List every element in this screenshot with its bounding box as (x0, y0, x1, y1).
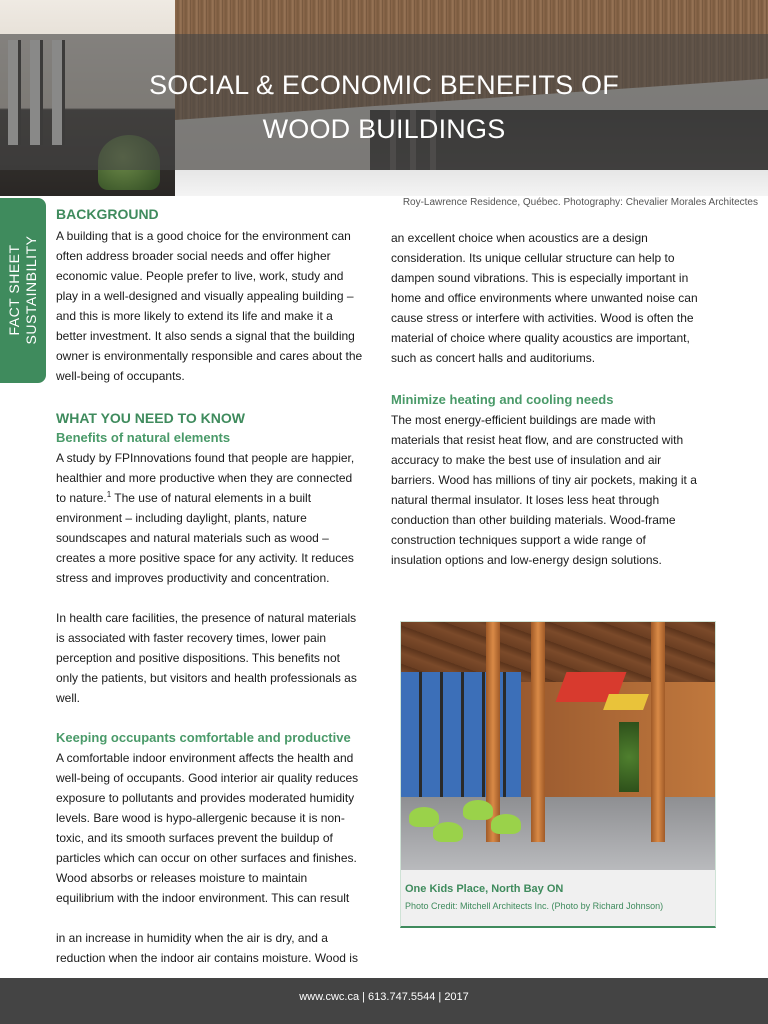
text-line: barriers. Wood has millions of tiny air pockets, making it a (391, 473, 697, 487)
chair-shape (433, 822, 463, 842)
text-line: often address broader social needs and offer higher (56, 249, 331, 263)
left-column (56, 204, 384, 968)
comfort-heading: Keeping occupants comfortable and productive (56, 730, 351, 745)
wood-column-shape (651, 622, 665, 842)
text-line: healthier and more productive when they are connected (56, 471, 353, 485)
text-line: accuracy to make the best use of insulation and air (391, 453, 662, 467)
comfort-paragraph (56, 748, 384, 908)
text-line: and this is more likely to extend its life and make it a (56, 309, 333, 323)
text-fragment: to nature. (56, 491, 107, 505)
text-line: construction techniques support a wide range of (391, 533, 646, 547)
text-line: in an increase in humidity when the air is dry, and a (56, 931, 328, 945)
text-line: Wood absorbs or releases moisture to maintain (56, 871, 308, 885)
background-paragraph (56, 226, 384, 386)
text-line: materials that resist heat flow, and are constructed with (391, 433, 684, 447)
right-column (391, 228, 721, 570)
natural-elements-heading: Benefits of natural elements (56, 430, 231, 445)
interior-photo (401, 622, 715, 870)
title-line: SOCIAL & ECONOMIC BENEFITS OF (149, 70, 619, 100)
text-line: particles which can occur on other surfaces and finishes. (56, 851, 357, 865)
spacer (56, 588, 384, 608)
text-line: well-being of occupants. Good interior air quality reduces (56, 771, 359, 785)
spacer (391, 368, 721, 390)
acoustics-paragraph (391, 228, 721, 368)
chair-shape (463, 800, 493, 820)
header-photo (0, 0, 768, 196)
snow-ground (175, 170, 768, 196)
fact-sheet-tab-label (6, 236, 40, 345)
text-line: consideration. Its unique cellular structure can help to (391, 251, 675, 265)
chair-shape (409, 807, 439, 827)
text-line: insulation options and low-energy design solutions. (391, 553, 662, 567)
text-line: creates a more positive space for any activity. It reduces (56, 551, 354, 565)
text-line: home and office environments where unwanted noise can (391, 291, 698, 305)
wood-column-shape (531, 622, 545, 842)
text-line (56, 488, 384, 508)
text-line: toxic, and its smooth surfaces prevent the buildup of (56, 831, 333, 845)
text-line: only the patients, but visitors and health professionals as (56, 671, 357, 685)
text-line: well. (56, 691, 81, 705)
spacer (56, 386, 384, 408)
heating-heading: Minimize heating and cooling needs (391, 392, 614, 407)
text-line: better investment. It also sends a signal that the building (56, 329, 355, 343)
text-line: economic value. People prefer to live, work, study and (56, 269, 344, 283)
page-footer (0, 978, 768, 1024)
text-line: reduction when the indoor air contains moisture. Wood is (56, 951, 358, 965)
page-title (0, 63, 768, 151)
text-line: A study by FPInnovations found that people are happier, (56, 451, 355, 465)
figure-caption-title: One Kids Place, North Bay ON (405, 883, 564, 895)
text-line: stress and improves productivity and concentration. (56, 571, 330, 585)
text-line: material of choice where quality acoustics are important, (391, 331, 690, 345)
text-line: exposure to pollutants and provides moderated humidity (56, 791, 355, 805)
text-line: soundscapes and natural materials such as wood – (56, 531, 329, 545)
green-wall-shape (619, 722, 639, 792)
text-line: environment – including daylight, plants, nature (56, 511, 307, 525)
tab-line: SUSTAINBILITY (23, 235, 39, 345)
text-line: such as concert halls and auditoriums. (391, 351, 596, 365)
spacer (56, 708, 384, 728)
text-line: levels. Bare wood is hypo-allergenic because it is non- (56, 811, 345, 825)
text-line: owner is environmentally responsible and cares about the (56, 349, 363, 363)
text-line: The most energy-efficient buildings are made with (391, 413, 656, 427)
background-heading: BACKGROUND (56, 206, 159, 222)
yellow-sail-shape (603, 694, 649, 710)
interior-photo-figure (400, 621, 716, 928)
humidity-paragraph (56, 928, 384, 968)
text-line: A building that is a good choice for the environment can (56, 229, 351, 243)
footnote-marker: 1 (106, 490, 112, 499)
text-line: dampen sound vibrations. This is especially important in (391, 271, 689, 285)
text-line: conduction than other building materials. Wood-frame (391, 513, 676, 527)
text-fragment: The use of natural elements in a built (111, 491, 312, 505)
heating-paragraph (391, 410, 721, 570)
text-line: well-being of occupants. (56, 369, 185, 383)
spacer (56, 908, 384, 928)
chair-shape (491, 814, 521, 834)
text-line: an excellent choice when acoustics are a design (391, 231, 648, 245)
footer-contact: www.cwc.ca | 613.747.5544 | 2017 (299, 991, 469, 1003)
text-line: cause stress or interfere with activities. Wood is often the (391, 311, 694, 325)
what-you-need-to-know-heading: WHAT YOU NEED TO KNOW (56, 410, 245, 426)
text-line: is associated with faster recovery times, lower pain (56, 631, 327, 645)
text-line: play in a well-designed and visually appealing building – (56, 289, 354, 303)
text-line: In health care facilities, the presence of natural materials (56, 611, 357, 625)
window-wall-shape (401, 672, 521, 802)
health-care-paragraph (56, 608, 384, 708)
tab-line: FACT SHEET (6, 244, 22, 336)
text-line: natural thermal insulator. It loses less heat through (391, 493, 660, 507)
title-line: WOOD BUILDINGS (262, 114, 506, 144)
natural-elements-paragraph (56, 448, 384, 588)
text-line: equilibrium with the indoor environment. This can result (56, 891, 350, 905)
text-line: A comfortable indoor environment affects the health and (56, 751, 354, 765)
figure-caption-credit: Photo Credit: Mitchell Architects Inc. (Photo by Richard Johnson) (405, 901, 664, 911)
text-line: perception and positive dispositions. This benefits not (56, 651, 340, 665)
header-photo-credit: Roy-Lawrence Residence, Québec. Photography: Chevalier Morales Architectes (402, 197, 758, 208)
fact-sheet-tab (0, 198, 46, 383)
figure-caption (405, 880, 711, 914)
